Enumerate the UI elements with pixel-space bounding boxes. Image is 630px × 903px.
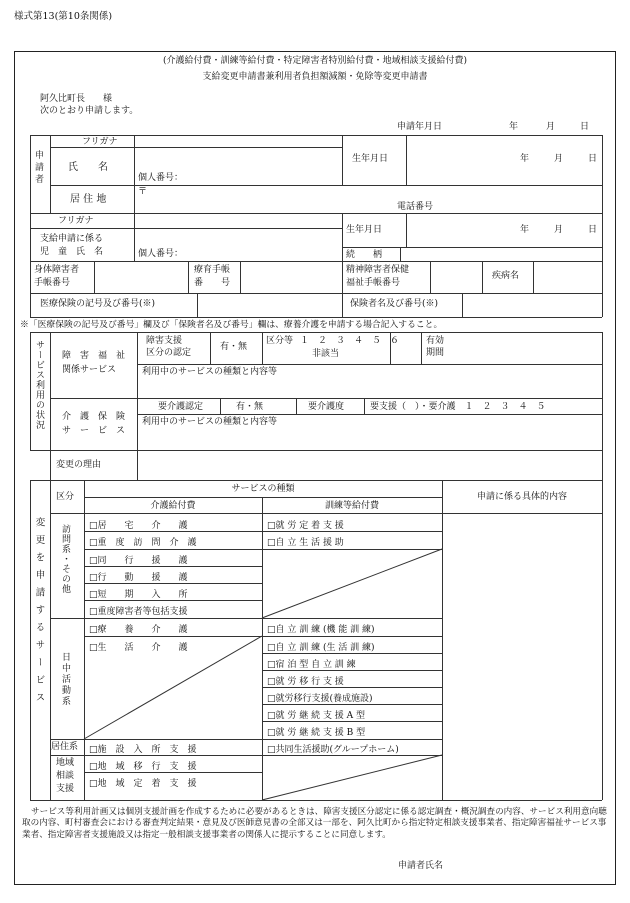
disease-label: 疾病名 <box>492 271 520 281</box>
welfare-service-label-1: 障 害 福 祉 <box>62 351 126 361</box>
checkbox-comprehensive-support[interactable]: □重度障害者等包括支援 <box>89 607 188 617</box>
service-change-section-label: 変更を申請するサービス <box>33 517 45 710</box>
signature-label: 申請者氏名 <box>398 861 444 871</box>
mental-handbook-label-2: 福祉手帳番号 <box>346 278 401 288</box>
class-label: 区分等 <box>266 336 294 346</box>
checkbox-severe-visit-care[interactable]: □重 度 訪 問 介 護 <box>89 538 197 548</box>
usage-section-label: サービス利用の状況 <box>34 340 44 430</box>
application-date-month: 月 <box>546 122 556 132</box>
applicant-name-label: 氏 名 <box>68 162 108 173</box>
care-level-label: 要介護度 <box>308 402 345 412</box>
specific-content-header: 申請に係る具体的内容 <box>476 492 567 502</box>
valid-period-label-2: 期間 <box>426 348 445 358</box>
community-category-label-3: 支援 <box>56 784 75 794</box>
application-date-year: 年 <box>509 122 519 132</box>
rehab-handbook-label-2: 番 号 <box>194 278 231 288</box>
applicant-furigana-label: フリガナ <box>82 137 118 147</box>
support-level-options: 要支援（ ）・要介護 １ ２ ３ ４ ５ <box>370 402 546 412</box>
classification-yes-no: 有・無 <box>220 342 248 352</box>
checkbox-independent-living-support[interactable]: □自 立 生 活 援 助 <box>267 538 344 548</box>
medical-insurance-label: 医療保険の記号及び番号(※) <box>40 299 156 309</box>
care-certification-label: 要介護認定 <box>158 402 204 412</box>
insurance-note: ※「医療保険の記号及び番号」欄及び「保険者名及び番号」欄は、療養介護を申請する場合記入すること。 <box>20 320 443 330</box>
child-birth-year: 年 <box>520 225 530 235</box>
applicant-my-number-label: 個人番号： <box>138 173 184 183</box>
checkbox-residential-training[interactable]: □宿 泊 型 自 立 訓 練 <box>267 660 356 670</box>
welfare-in-use-label: 利用中のサービスの種類と内容等 <box>142 367 278 377</box>
checkbox-employment-retention[interactable]: □就 労 定 着 支 援 <box>267 521 344 531</box>
phone-label: 電話番号 <box>397 202 434 212</box>
residence-category-label: 居住系 <box>51 742 79 752</box>
application-date-label: 申請年月日 <box>397 122 443 132</box>
checkbox-home-care[interactable]: □居 宅 介 護 <box>89 521 188 531</box>
checkbox-behavior-support[interactable]: □行 動 援 護 <box>89 573 188 583</box>
community-category-label-1: 地域 <box>56 758 75 768</box>
class-numbers: １ ２ ３ ４ ５ ６ <box>300 336 400 346</box>
classification-label-1: 障害支援 <box>146 336 183 346</box>
valid-period-label-1: 有効 <box>426 336 445 346</box>
checkbox-community-settlement[interactable]: □地 域 定 着 支 援 <box>89 779 197 789</box>
welfare-service-label-2: 関係サービス <box>62 365 117 375</box>
checkbox-functional-training[interactable]: □自 立 訓 練 (機 能 訓 練) <box>267 625 375 635</box>
care-in-use-label: 利用中のサービスの種類と内容等 <box>142 417 278 427</box>
addressee: 阿久比町長 様 <box>40 94 113 104</box>
checkbox-continuous-employment-b[interactable]: □就 労 継 続 支 援 B 型 <box>267 728 366 738</box>
checkbox-short-stay[interactable]: □短 期 入 所 <box>89 590 188 600</box>
applicant-birth-label: 生年月日 <box>352 154 389 164</box>
care-service-label-1: 介 護 保 険 <box>62 412 126 422</box>
category-header: 区分 <box>56 492 75 502</box>
child-birth-day: 日 <box>588 225 598 235</box>
insurer-label: 保険者名及び番号(※) <box>350 299 439 309</box>
child-birth-month: 月 <box>554 225 564 235</box>
applicant-address-label: 居 住 地 <box>70 194 107 205</box>
child-name-label-1: 支給申請に係る <box>40 234 104 244</box>
care-yes-no: 有・無 <box>236 402 264 412</box>
checkbox-continuous-employment-a[interactable]: □就 労 継 続 支 援 A 型 <box>267 711 366 721</box>
applicant-section-label: 申請者 <box>33 150 43 186</box>
header-line-1: (介護給付費・訓練等給付費・特定障害者特別給付費・地域相談支援給付費) <box>162 56 468 66</box>
checkbox-medical-care[interactable]: □療 養 介 護 <box>89 625 188 635</box>
checkbox-life-training[interactable]: □自 立 訓 練 (生 活 訓 練) <box>267 643 375 653</box>
consent-text: サービス等利用計画又は個別支援計画を作成するために必要があるときは、障害支援区分認定に係る認定調査・概況調査の内容、サービス利用意向聴取の内容、町村審査会における審査判定結果・意見及び医師意見書の全部又は一部を、阿久比町から指定特定相談支援事業者、指定障害福祉サービス事業者、指定障害者支援施設又は指定一般相談支援事業者の関係人に提示することに同意します。 <box>22 807 607 840</box>
intro-text: 次のとおり申請します。 <box>40 106 139 116</box>
change-reason-label: 変更の理由 <box>56 460 102 470</box>
child-relation-label: 続 柄 <box>346 250 383 260</box>
visit-category-label: 訪問系・その他 <box>60 524 70 594</box>
checkbox-employment-transition[interactable]: □就 労 移 行 支 援 <box>267 677 344 687</box>
checkbox-group-home[interactable]: □共同生活援助(グループホーム) <box>267 745 399 755</box>
checkbox-life-care[interactable]: □生 活 介 護 <box>89 643 188 653</box>
form-title: 支給変更申請書兼利用者負担額減額・免除等変更申請書 <box>202 72 428 82</box>
care-service-label-2: サ ー ビ ス <box>62 426 126 436</box>
checkbox-facility-support[interactable]: □施 設 入 所 支 援 <box>89 745 197 755</box>
applicant-birth-day: 日 <box>588 154 598 164</box>
applicant-birth-year: 年 <box>520 154 530 164</box>
applicant-birth-month: 月 <box>554 154 564 164</box>
checkbox-community-transition[interactable]: □地 域 移 行 支 援 <box>89 762 197 772</box>
checkbox-accompanying-support[interactable]: □同 行 援 護 <box>89 556 188 566</box>
not-applicable-label: 非該当 <box>312 349 340 359</box>
child-name-label-2: 児 童 氏 名 <box>40 247 104 257</box>
postal-mark: 〒 <box>138 187 148 197</box>
child-my-number-label: 個人番号： <box>138 249 184 259</box>
checkbox-employment-transition-training[interactable]: □就労移行支援(養成施設) <box>267 694 373 704</box>
child-birth-label: 生年月日 <box>346 225 383 235</box>
form-number: 様式第13(第10条関係) <box>14 11 113 22</box>
application-date-day: 日 <box>580 122 590 132</box>
service-type-header: サービスの種類 <box>231 484 295 494</box>
mental-handbook-label-1: 精神障害者保健 <box>346 265 410 275</box>
training-benefit-header: 訓練等給付費 <box>324 501 379 511</box>
care-benefit-header: 介護給付費 <box>150 501 196 511</box>
day-activity-category-label: 日中活動系 <box>60 652 70 707</box>
community-category-label-2: 相談 <box>56 771 75 781</box>
classification-label-2: 区分の認定 <box>146 348 192 358</box>
physical-handbook-label-1: 身体障害者 <box>34 265 80 275</box>
rehab-handbook-label-1: 療育手帳 <box>194 265 231 275</box>
child-furigana-label: フリガナ <box>58 216 94 226</box>
physical-handbook-label-2: 手帳番号 <box>34 278 71 288</box>
